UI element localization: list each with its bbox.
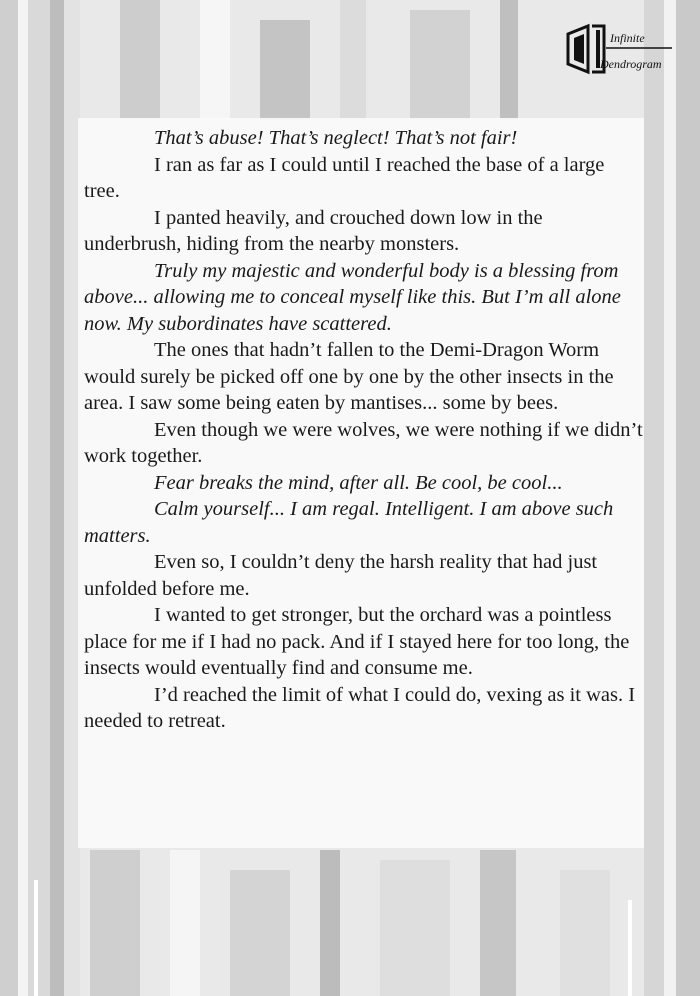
paragraph: Even though we were wolves, we were nothing if we didn’t work together. bbox=[84, 418, 643, 467]
paragraph: I wanted to get stronger, but the orchard was a pointless place for me if I had no pack. And if I stayed here for too long, the insects would eventually find and consume me. bbox=[84, 604, 630, 679]
paragraph: Truly my majestic and wonderful body is a blessing from above... allowing me to conceal myself like this. But I’m all alone now. My subordinates have scattered. bbox=[84, 259, 621, 335]
paragraph: Even so, I couldn’t deny the harsh reality that had just unfolded before me. bbox=[84, 551, 598, 600]
paragraph: That’s abuse! That’s neglect! That’s not fair! bbox=[154, 127, 518, 149]
paragraph: Calm yourself... I am regal. Intelligent. I am above such matters. bbox=[84, 498, 614, 547]
body-text bbox=[84, 125, 644, 735]
paragraph: I ran as far as I could until I reached the base of a large tree. bbox=[84, 153, 605, 202]
paragraph: I panted heavily, and crouched down low in the underbrush, hiding from the nearby monsters. bbox=[84, 206, 543, 255]
paragraph: The ones that hadn’t fallen to the Demi-Dragon Worm would surely be picked off one by one by the other insects in the area. I saw some being eaten by mantises... some by bees. bbox=[84, 339, 614, 414]
paragraph: Fear breaks the mind, after all. Be cool, be cool... bbox=[154, 471, 563, 494]
infinite-dendrogram-logo bbox=[560, 18, 680, 80]
logo-text-line2: Dendrogram bbox=[600, 57, 662, 71]
logo-text-line1: Infinite bbox=[610, 31, 645, 45]
paragraph: I’d reached the limit of what I could do, vexing as it was. I needed to retreat. bbox=[84, 683, 636, 732]
